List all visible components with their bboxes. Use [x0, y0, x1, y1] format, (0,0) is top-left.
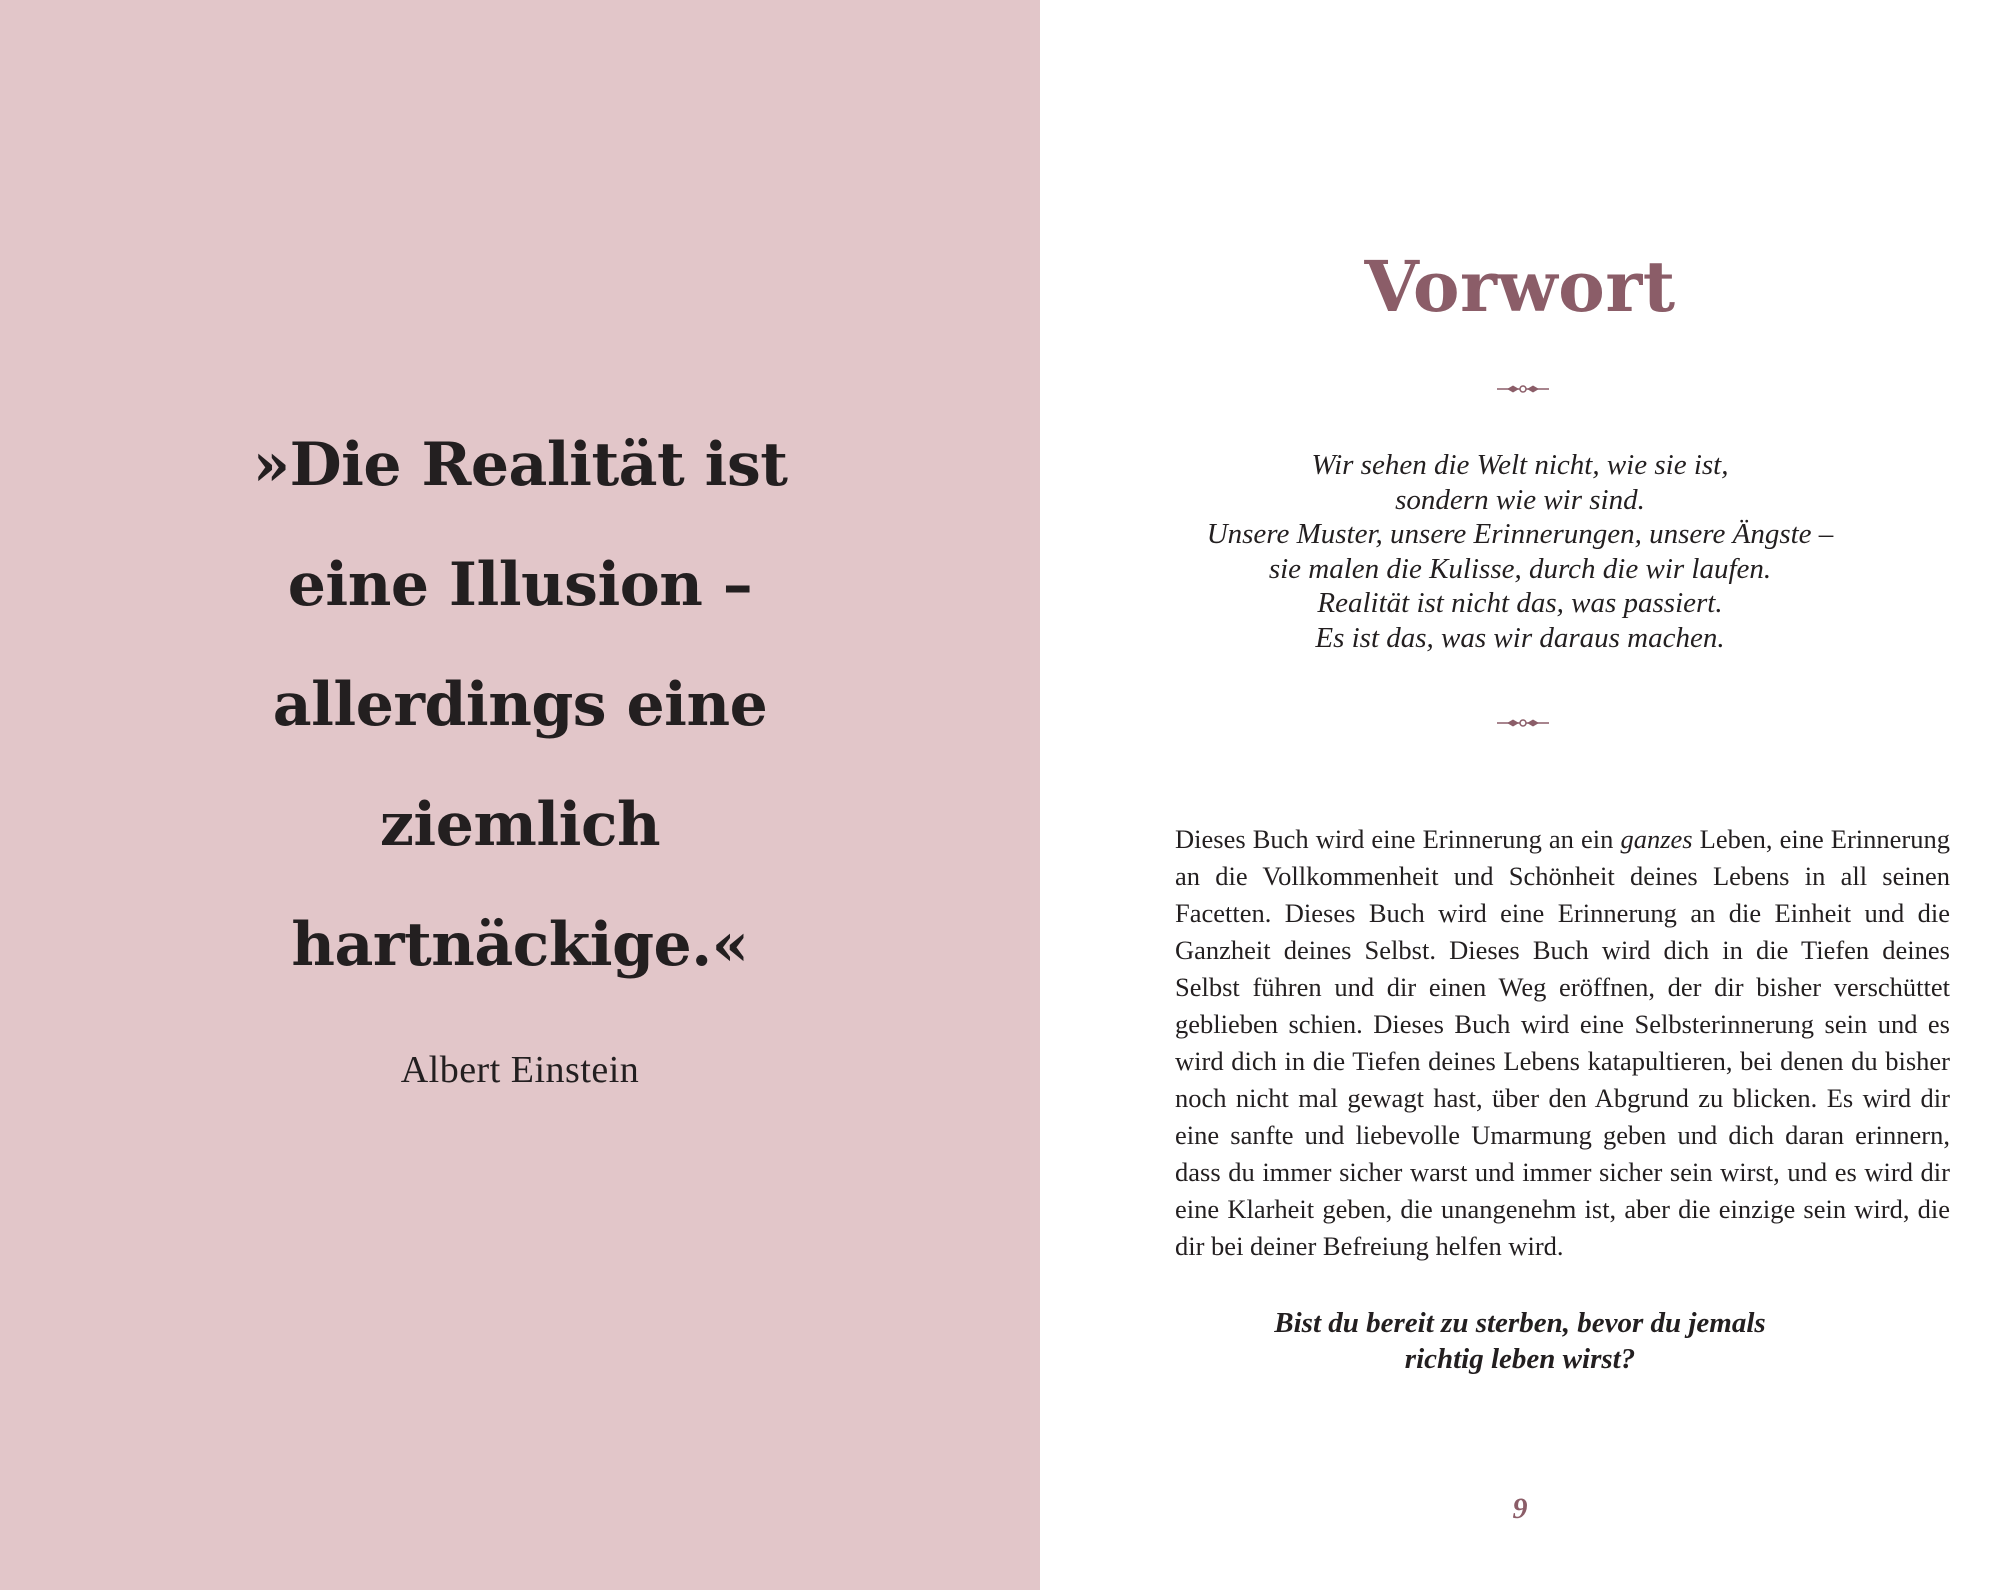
- closing-line: Bist du bereit zu sterben, bevor du jemals: [1274, 1307, 1766, 1339]
- motto-line: Unsere Muster, unsere Erinnerungen, unsere Ängste –: [1206, 518, 1834, 550]
- right-page: [1040, 0, 2000, 1590]
- motto-line: Realität ist nicht das, was passiert.: [1317, 587, 1723, 619]
- closing-line: richtig leben wirst?: [1404, 1343, 1636, 1375]
- body-emphasis: ganzes: [1620, 823, 1693, 854]
- page-number: 9: [1512, 1492, 1528, 1525]
- body-paragraph: [1175, 821, 1950, 1265]
- motto-line: sondern wie wir sind.: [1395, 483, 1645, 516]
- motto-line: Wir sehen die Welt nicht, wie sie ist,: [1311, 449, 1729, 481]
- flourish-divider-icon: [1495, 716, 1551, 730]
- quote-line: ziemlich: [379, 790, 661, 860]
- quote-line: eine Illusion –: [287, 550, 753, 620]
- quote-line: hartnäckige.«: [291, 910, 749, 980]
- motto-line: sie malen die Kulisse, durch die wir laufen.: [1268, 552, 1772, 585]
- closing-question: [1040, 1305, 2000, 1377]
- motto: [1040, 448, 2000, 655]
- motto-line: Es ist das, was wir daraus machen.: [1315, 621, 1725, 654]
- flourish-divider-icon: [1495, 382, 1551, 396]
- quote: [0, 405, 1040, 1005]
- quote-author: Albert Einstein: [400, 1049, 640, 1091]
- body-text-part: Leben, eine Erinnerung an die Vollkommenheit und Schönheit deines Lebens in all seinen Facetten. Dieses Buch wird eine Erinnerung an die Einheit und die Ganzheit deines Selbst. Dieses Buch wird dich in die Tiefen deines Selbst führen und dir einen Weg eröffnen, der dir bisher verschüttet geblieben schien. Dieses Buch wird eine Selbsterinnerung sein und es wird dich in die Tiefen deines Lebens katapultieren, bei denen du bisher noch nicht mal gewagt hast, über den Abgrund zu blicken. Es wird dir eine sanfte und liebevolle Umarmung geben und dich daran erinnern, dass du immer sicher warst und immer sicher sein wirst, und es wird dir eine Klarheit geben, die unangenehm ist, aber die einzige sein wird, die dir bei deiner Befreiung helfen wird.: [1175, 823, 1950, 1261]
- quote-line: allerdings eine: [272, 670, 768, 740]
- quote-line: »Die Realität ist: [252, 430, 788, 500]
- chapter-title: Vorwort: [1364, 245, 1676, 328]
- body-text-part: Dieses Buch wird eine Erinnerung an ein: [1175, 823, 1621, 854]
